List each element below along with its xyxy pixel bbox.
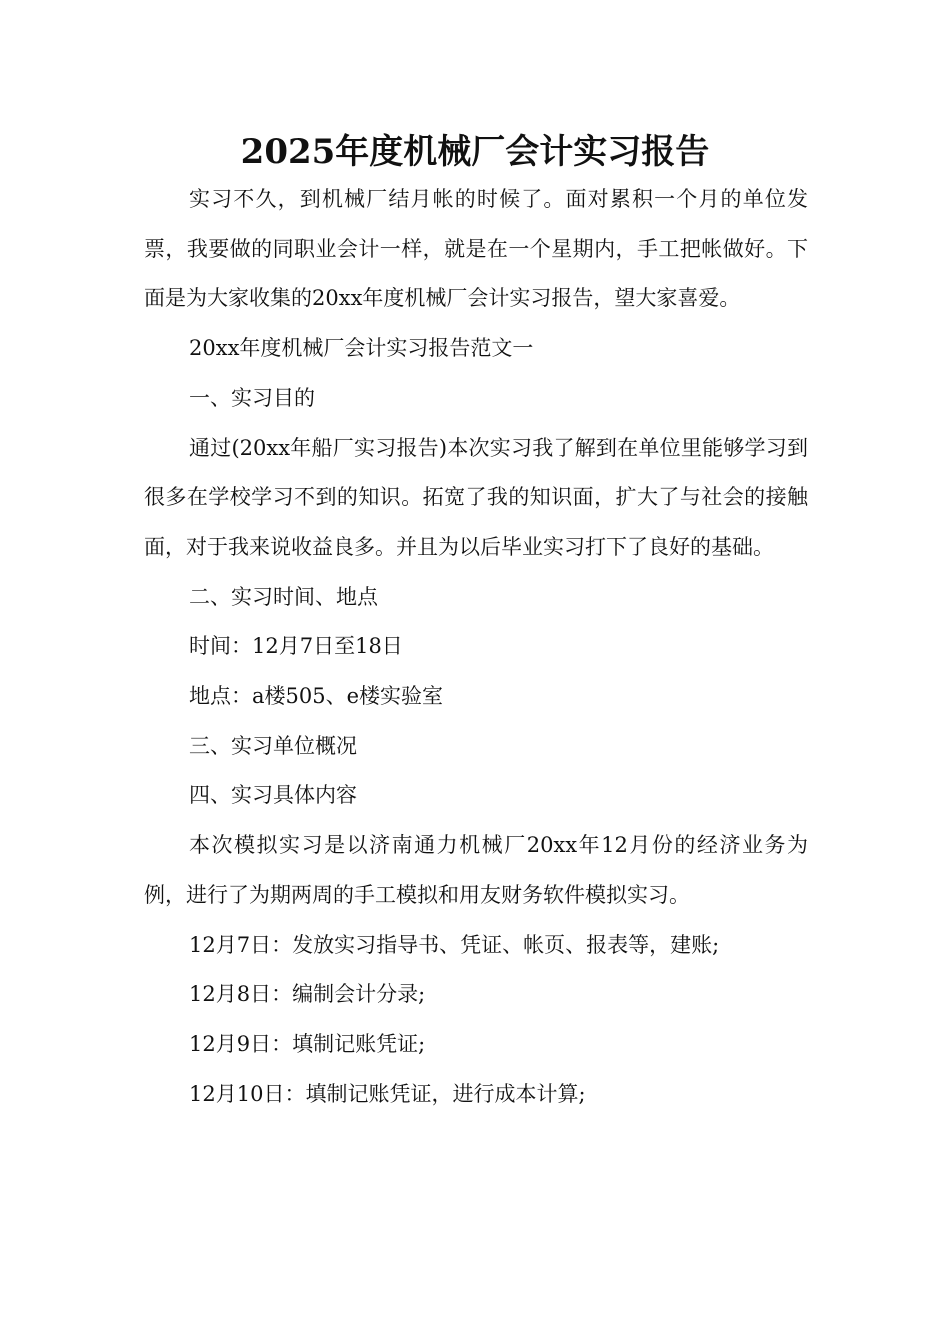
schedule-item: 12月10日：填制记账凭证，进行成本计算; [189, 1081, 586, 1106]
section-heading-purpose: 一、实习目的 [189, 385, 315, 410]
document-title: 2025年度机械厂会计实习报告 [240, 132, 710, 172]
paragraph-place: 地点：a楼505、e楼实验室 [189, 684, 444, 709]
document-body [144, 175, 808, 1119]
section-heading-content: 四、实习具体内容 [189, 783, 357, 808]
schedule-item: 12月8日：编制会计分录; [189, 982, 426, 1007]
schedule-item: 12月9日：填制记账凭证; [189, 1031, 426, 1056]
paragraph-purpose: 通过(20xx年船厂实习报告)本次实习我了解到在单位里能够学习到很多在学校学习不到的知识。拓宽了我的知识面，扩大了与社会的接触面，对于我来说收益良多。并且为以后毕业实习打下了良好的基础。 [144, 435, 808, 559]
paragraph-content: 本次模拟实习是以济南通力机械厂20xx年12月份的经济业务为例，进行了为期两周的手工模拟和用友财务软件模拟实习。 [144, 833, 808, 907]
paragraph-sample-heading: 20xx年度机械厂会计实习报告范文一 [189, 336, 534, 361]
section-heading-unit-overview: 三、实习单位概况 [189, 733, 357, 758]
section-heading-time-place: 二、实习时间、地点 [189, 584, 378, 609]
paragraph-intro: 实习不久，到机械厂结月帐的时候了。面对累积一个月的单位发票，我要做的同职业会计一样，就是在一个星期内，手工把帐做好。下面是为大家收集的20xx年度机械厂会计实习报告，望大家喜爱。 [144, 187, 808, 311]
schedule-item: 12月7日：发放实习指导书、凭证、帐页、报表等，建账; [189, 932, 720, 957]
paragraph-time: 时间：12月7日至18日 [189, 634, 403, 659]
